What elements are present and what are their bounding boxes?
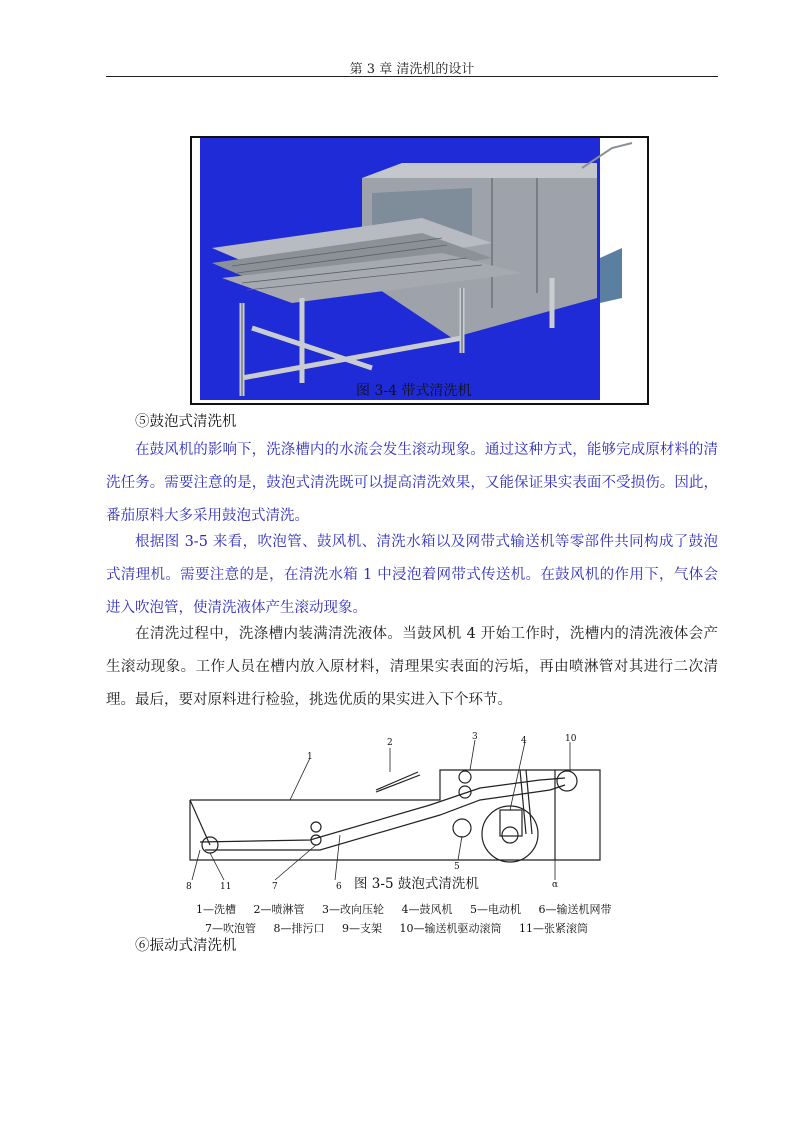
callout-1: 1	[307, 752, 313, 762]
legend-item: 1—洗槽	[196, 903, 236, 916]
belt-washer-photo	[190, 136, 649, 405]
callout-8: 8	[186, 882, 192, 892]
callout-11: 11	[220, 882, 232, 892]
header-rule	[106, 76, 718, 77]
callout-3: 3	[472, 732, 478, 742]
paragraph-1: 在鼓风机的影响下，洗涤槽内的水流会发生滚动现象。通过这种方式，能够完成原材料的清洗任务。需要注意的是，鼓泡式清洗既可以提高清洗效果，又能保证果实表面不受损伤。因此，番茄原料大多采用鼓泡式清洗。	[106, 442, 718, 524]
callout-5: 5	[454, 862, 460, 872]
legend-item: 6—输送机网带	[538, 903, 612, 916]
legend-item: 5—电动机	[470, 903, 521, 916]
diagram-legend-row-2	[205, 920, 602, 936]
callout-6: 6	[336, 882, 342, 892]
section-heading-bubble-washer: ⑤鼓泡式清洗机	[135, 414, 237, 430]
legend-item: 4—鼓风机	[401, 903, 453, 916]
paragraph-3: 在清洗过程中，洗涤槽内装满清洗液体。当鼓风机 4 开始工作时，洗槽内的清洗液体会产生滚动现象。工作人员在槽内放入原材料，清理果实表面的污垢，再由喷淋管对其进行二次清理。最后，要对原料进行检验，挑选优质的果实进入下个环节。	[106, 626, 718, 708]
legend-item: 9—支架	[342, 922, 382, 935]
legend-item: 10—输送机驱动滚筒	[399, 922, 502, 935]
legend-item: 2—喷淋管	[253, 903, 305, 916]
section-heading-vibration-washer: ⑥振动式清洗机	[135, 938, 237, 954]
callout-9: α	[552, 880, 559, 890]
callout-2: 2	[387, 738, 393, 748]
paragraph-2: 根据图 3-5 来看，吹泡管、鼓风机、清洗水箱以及网带式输送机等零部件共同构成了鼓泡式清理机。需要注意的是，在清洗水箱 1 中浸泡着网带式传送机。在鼓风机的作用下，气体会进入吹泡管，使清洗液体产生滚动现象。	[106, 534, 718, 616]
legend-item: 7—吹泡管	[205, 922, 256, 935]
legend-item: 3—改向压轮	[322, 903, 384, 916]
callout-4: 4	[521, 736, 527, 746]
figure-3-5-caption: 图 3-5 鼓泡式清洗机	[352, 872, 481, 892]
page-header: 第 3 章 清洗机的设计	[349, 62, 475, 77]
diagram-legend-row-1	[196, 901, 626, 917]
callout-10: 10	[565, 734, 577, 744]
figure-3-4-caption: 图 3-4 带式清洗机	[356, 383, 472, 399]
callout-7: 7	[272, 882, 278, 892]
legend-item: 8—排污口	[273, 922, 325, 935]
legend-item: 11—张紧滚筒	[519, 922, 588, 935]
